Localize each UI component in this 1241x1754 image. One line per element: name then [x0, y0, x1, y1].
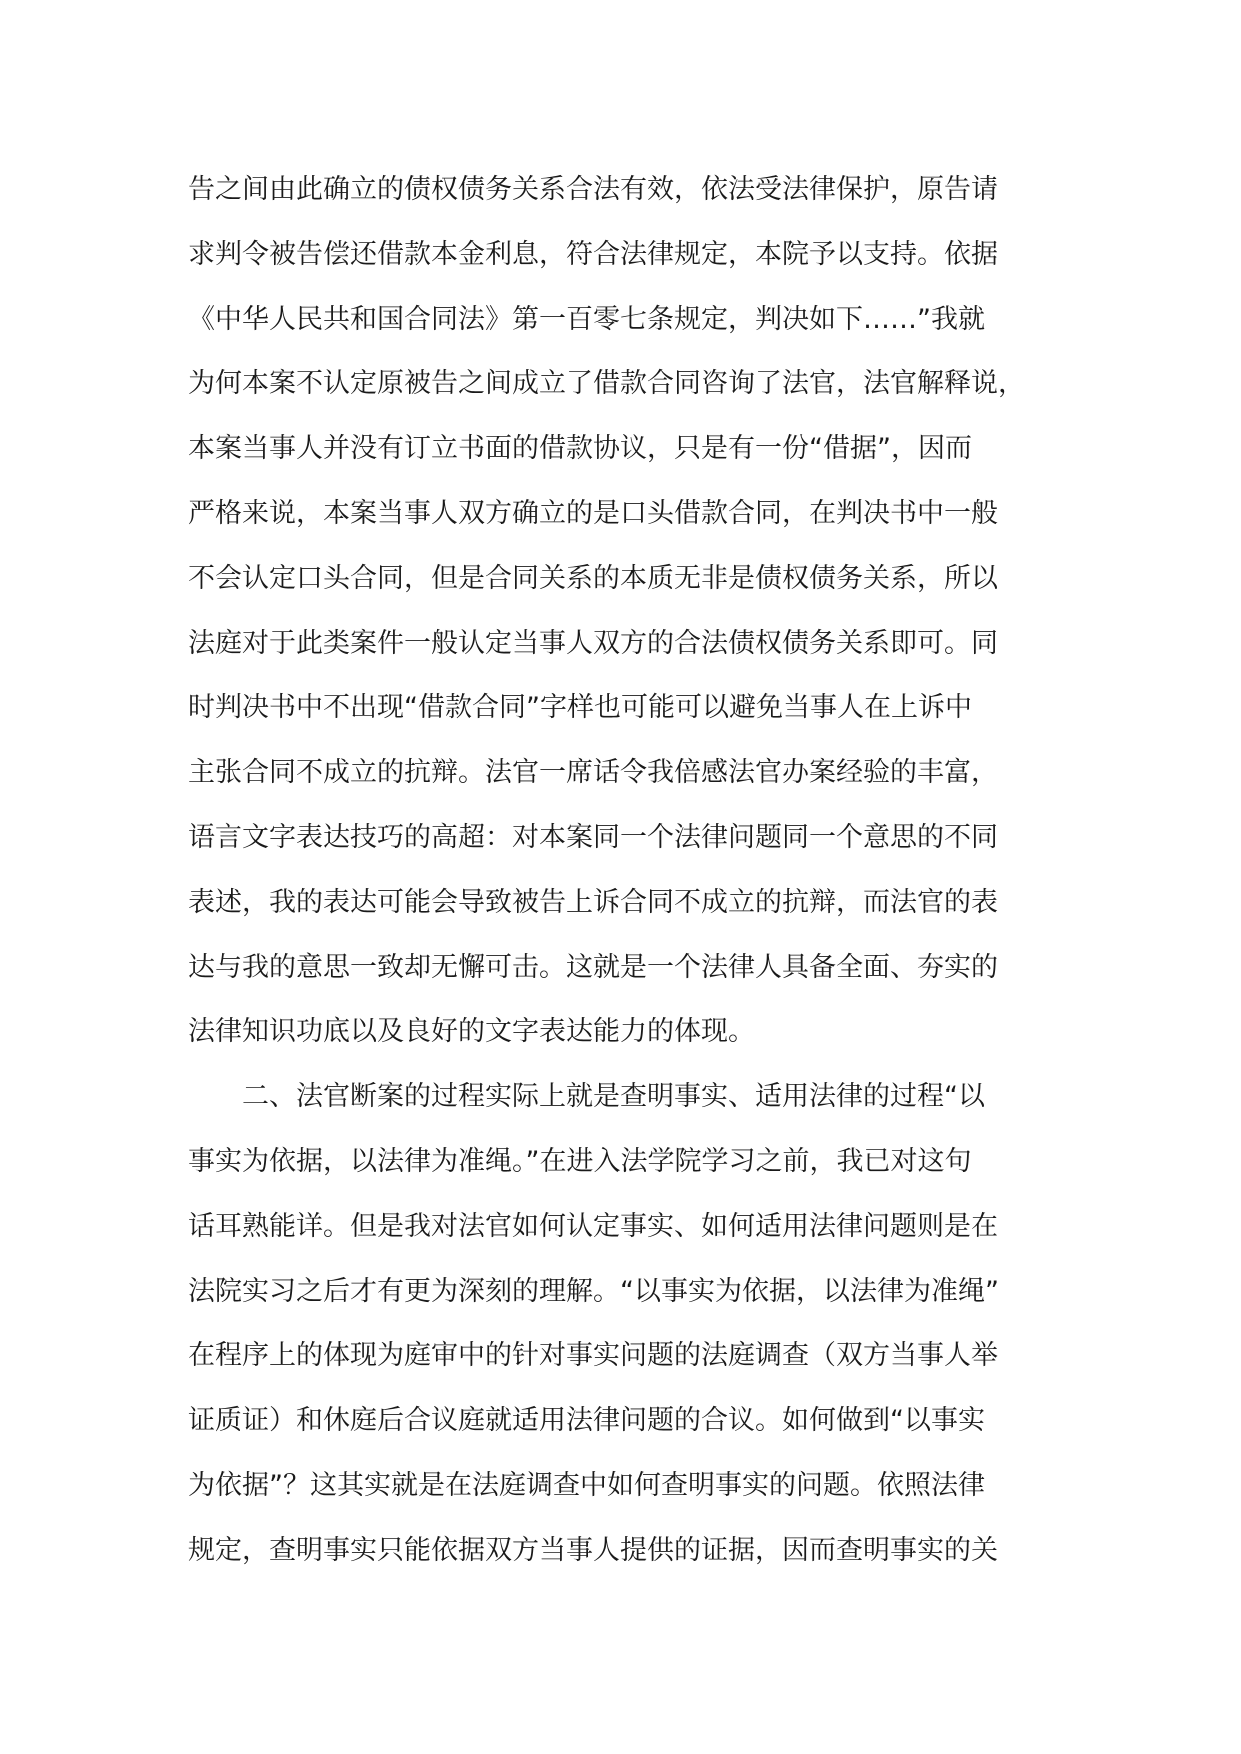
- text-line: 法院实习之后才有更为深刻的理解。“以事实为依据，以法律为准绳”: [188, 1275, 999, 1307]
- text-line: 时判决书中不出现“借款合同”字样也可能可以避免当事人在上诉中: [188, 692, 972, 724]
- text-line: 本案当事人并没有订立书面的借款协议，只是有一份“借据”，因而: [188, 433, 972, 465]
- text-line: 告之间由此确立的债权债务关系合法有效，依法受法律保护，原告请: [188, 174, 998, 205]
- text-line: 主张合同不成立的抗辩。法官一席话令我倍感法官办案经验的丰富，: [188, 757, 998, 789]
- text-line: 语言文字表达技巧的高超：对本案同一个法律问题同一个意思的不同: [188, 821, 998, 853]
- text-line: 事实为依据，以法律为准绳。”在进入法学院学习之前，我已对这句: [188, 1145, 972, 1177]
- text-line: 为何本案不认定原被告之间成立了借款合同咨询了法官，法官解释说，: [188, 368, 1025, 400]
- text-line: 不会认定口头合同，但是合同关系的本质无非是债权债务关系，所以: [188, 562, 998, 594]
- text-line: 规定，查明事实只能依据双方当事人提供的证据，因而查明事实的关: [188, 1534, 998, 1566]
- body-text: [188, 158, 1068, 1584]
- text-line: 证质证）和休庭后合议庭就适用法律问题的合议。如何做到“以事实: [188, 1405, 985, 1437]
- text-line: 达与我的意思一致却无懈可击。这就是一个法律人具备全面、夯实的: [188, 951, 998, 983]
- text-line: 求判令被告偿还借款本金利息，符合法律规定，本院予以支持。依据: [188, 238, 998, 270]
- text-line: 表述，我的表达可能会导致被告上诉合同不成立的抗辩，而法官的表: [188, 886, 998, 918]
- text-line: 严格来说，本案当事人双方确立的是口头借款合同，在判决书中一般: [188, 497, 998, 529]
- text-line: 法律知识功底以及良好的文字表达能力的体现。: [188, 1016, 755, 1048]
- text-line: 法庭对于此类案件一般认定当事人双方的合法债权债务关系即可。同: [188, 627, 998, 659]
- text-line: 《中华人民共和国合同法》第一百零七条规定，判决如下……”我就: [188, 303, 985, 335]
- text-line: 话耳熟能详。但是我对法官如何认定事实、如何适用法律问题则是在: [188, 1210, 998, 1242]
- text-line: 为依据”？这其实就是在法庭调查中如何查明事实的问题。依照法律: [188, 1469, 985, 1501]
- paragraph-start-line: 二、法官断案的过程实际上就是查明事实、适用法律的过程“以: [242, 1081, 985, 1113]
- text-line: 在程序上的体现为庭审中的针对事实问题的法庭调查（双方当事人举: [188, 1340, 998, 1372]
